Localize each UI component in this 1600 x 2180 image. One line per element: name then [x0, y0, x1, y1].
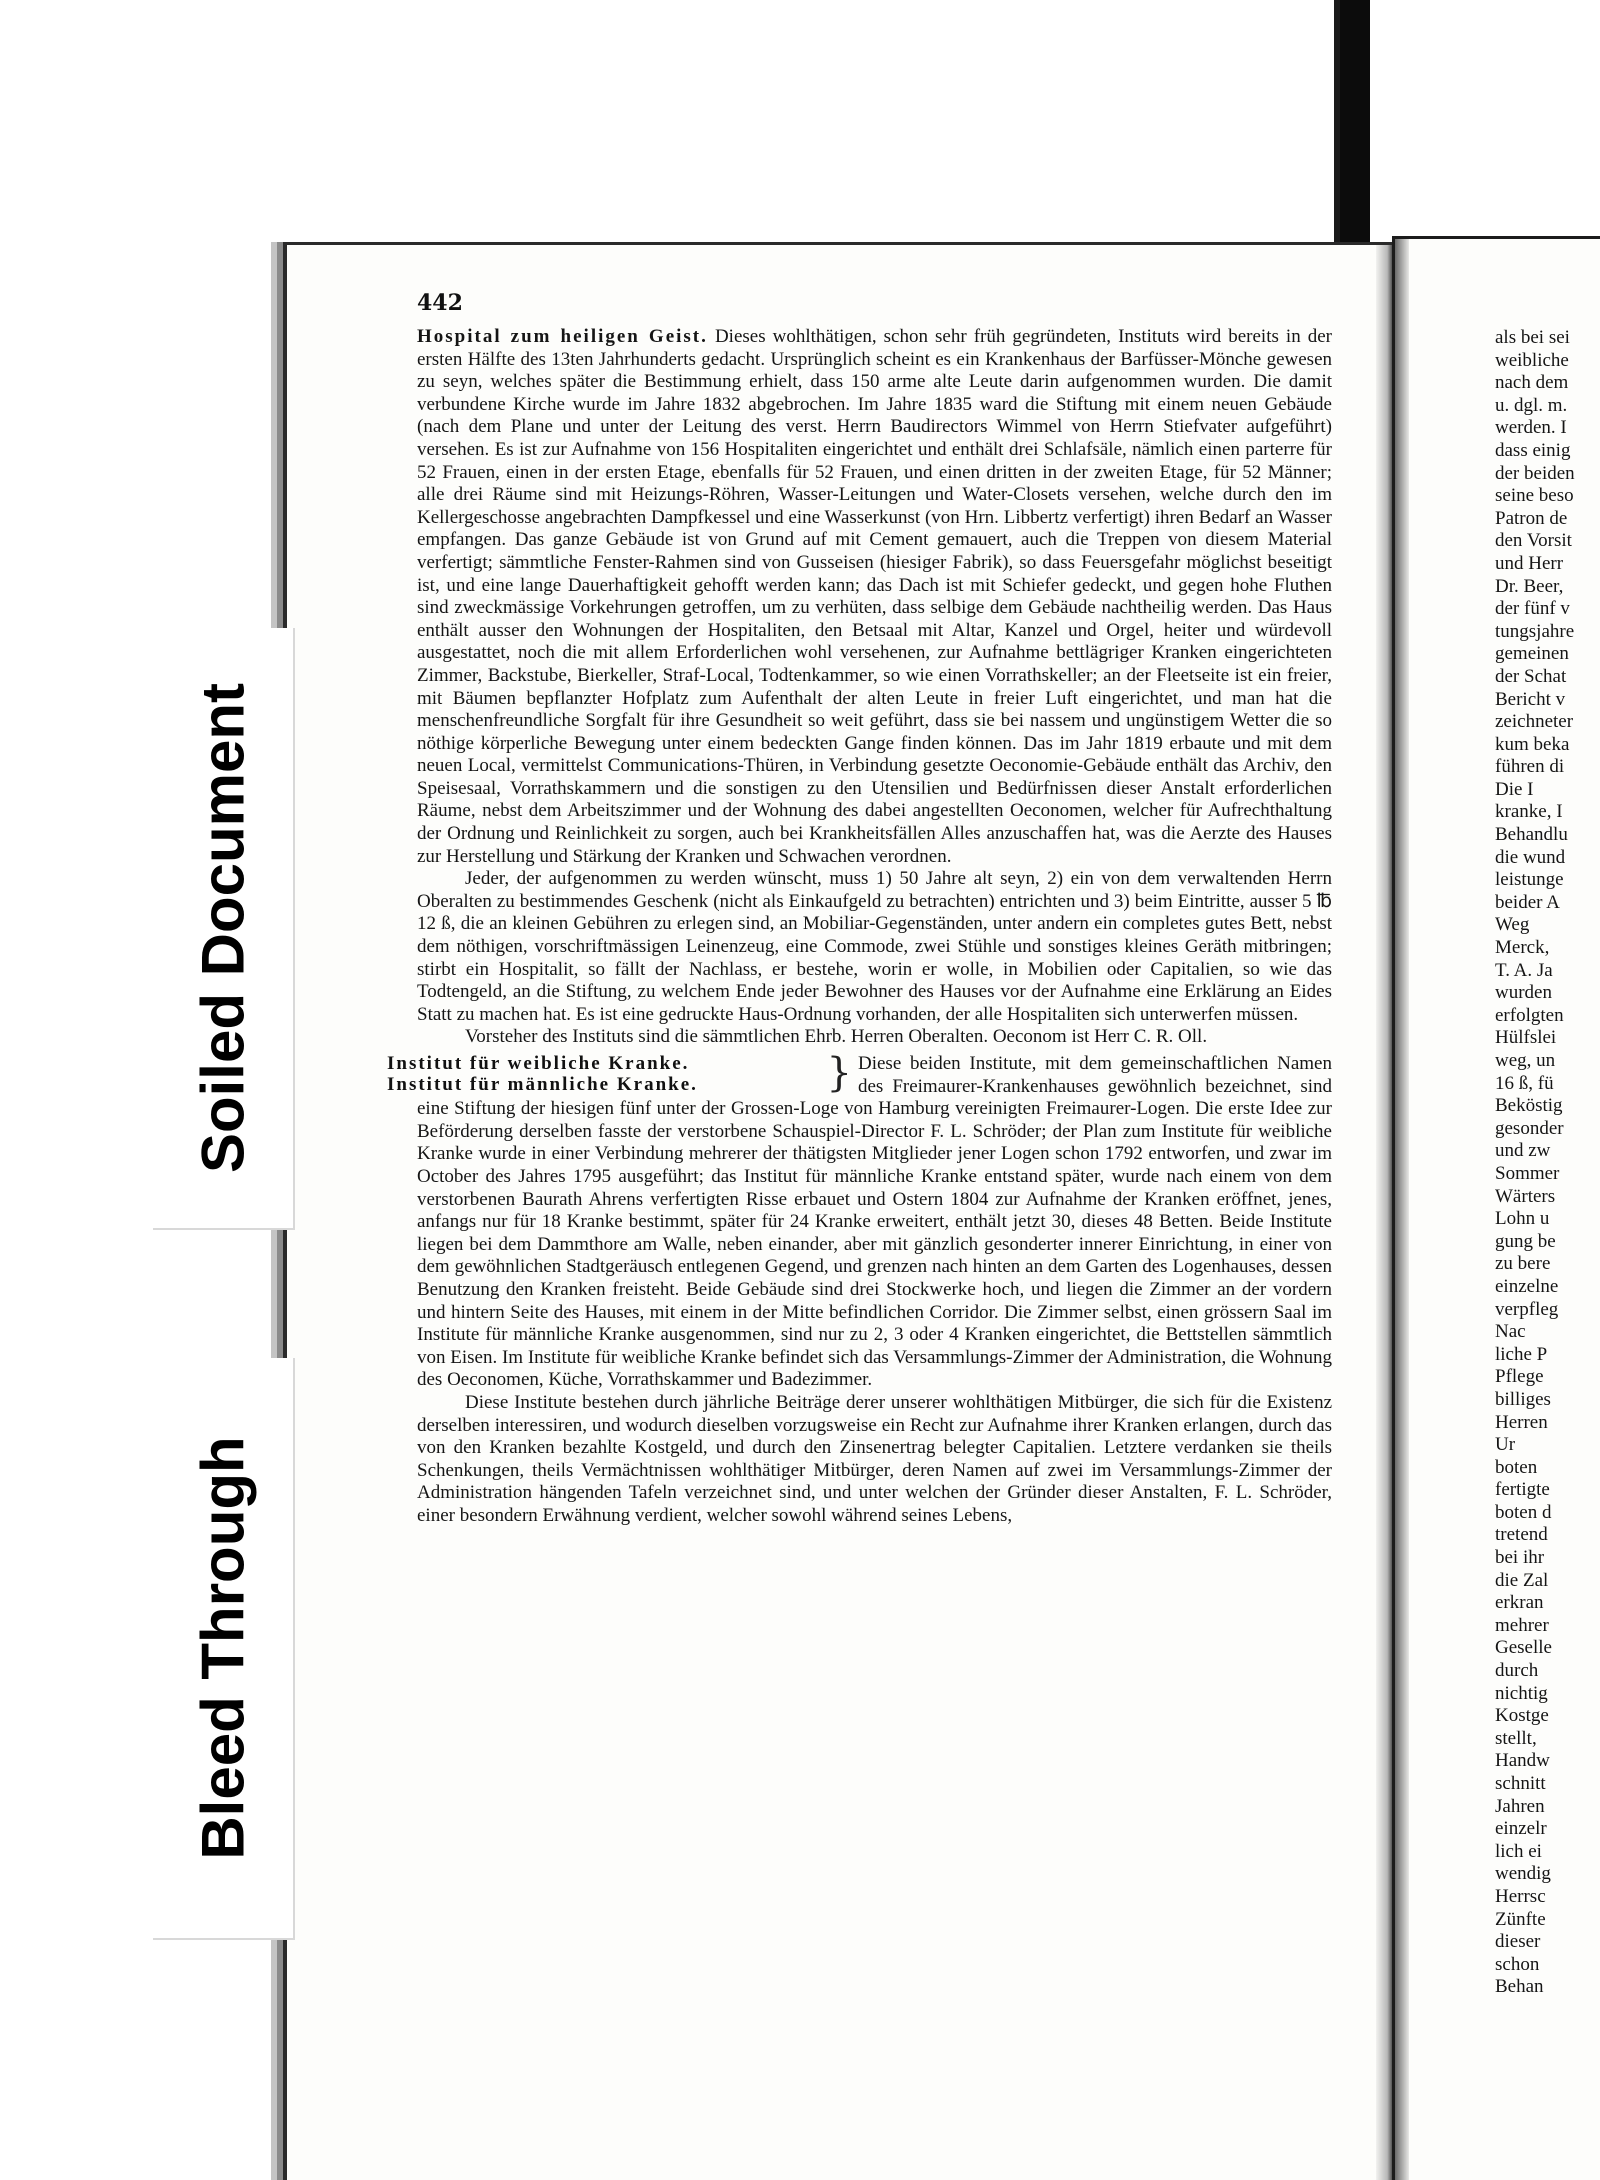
right-page-line: Wärters: [1495, 1185, 1556, 1207]
hospital-heading: Hospital zum heiligen Geist.: [417, 326, 708, 347]
institut-heading-weiblich: Institut für weibliche Kranke.: [387, 1053, 690, 1074]
right-page-line: boten d: [1495, 1501, 1552, 1523]
right-page-line: wendig: [1495, 1863, 1551, 1885]
right-page-line: Die I: [1495, 778, 1534, 800]
right-page-line: u. dgl. m.: [1495, 394, 1568, 416]
right-page-line: bei ihr: [1495, 1547, 1545, 1569]
right-page-line: zeichneter: [1495, 711, 1574, 733]
right-page-line: Patron de: [1495, 507, 1568, 529]
hospital-text-1: Dieses wohlthätigen, schon sehr früh gegründeten, Instituts wird bereits in der ersten Hälfte des 13ten Jahrhunderts gedacht. Ursprünglich scheint es ein Krankenhaus der Barfüsser-Mönche gewesen zu seyn, welches später die Bestimmung erhielt, dass 150 arme alte Leute darin aufgenommen wurden. Die damit verbundene Kirche wurde im Jahre 1832 abgebrochen. Im Jahre 1835 ward die Stiftung mit einem neuen Gebäude (nach dem Plane und unter der Leitung des verst. Herrn Baudirectors Wimmel von Herrn Stiefvater aufgeführt) versehen. Es ist zur Aufnahme von 156 Hospitaliten eingerichtet und enthält drei Schlafsäle, nämlich einen parterre für 52 Frauen, einen in der ersten Etage, ebenfalls für 52 Frauen, und einen dritten in der zweiten Etage, für 52 Männer; alle drei Räume sind mit Heizungs-Röhren, Wasser-Leitungen und Water-Closets versehen, welche durch den im Kellergeschosse angebrachten Dampfkessel und eine Wasserkunst (von Hrn. Libbertz verfertigt) ihren Bedarf an Wasser empfangen. Das ganze Gebäude ist von Grund auf mit Cement gemauert, auch die Treppen von diesem Material verfertigt; sämmtliche Fenster-Rahmen sind von Gusseisen (hiesiger Fabrik), so dass Feuersgefahr möglichst beseitigt ist, und eine lange Dauerhaftigkeit gehofft werden kann; das Dach ist mit Schiefer gedeckt, und gegen hohe Fluthen sind zweckmässige Vorkehrungen getroffen, um zu verhüten, dass selbige dem Gebäude nachtheilig werden. Das Haus enthält ausser den Wohnungen der Hospitaliten, den Betsaal mit Altar, Kanzel und Orgel, heiter und würdevoll ausgestattet, noch die mit allem Erforderlichen wohl versehenen, zur Aufnahme bettlägriger Kranken eingerichteten Zimmer, Backstube, Bierkeller, Straf-Local, Todtenkammer, so wie einen Vorrathskeller; an der Fleetseite ist ein freier, mit Bäumen bepflanzter Hofplatz zum Aufenthalt der alten Leute in freier Luft eingerichtet, und man hat die menschenfreundliche Sorgfalt für ihre Gesundheit so weit geführt, dass sie bei nassem und ungünstigem Wetter die so nöthige körperliche Bewegung unter einem bedeckten Gange finden können. Das im Jahr 1819 erbaute und mit dem neuen Local, vermittelst Communications-Thüren, in Verbindung gesetzte Oeconomie-Gebäude enthält das Archiv, den Speisesaal, Vorrathskammern und die sonstigen zu den Utensilien und Bedürfnissen dieser Anstalt erforderlichen Räume, nebst dem Arbeitszimmer und der Wohnung des dabei angestellten Oeconomen, welcher für Aufrechthaltung der Ordnung und Reinlichkeit zu sorgen, auch bei Krankheitsfällen Alles anzuschaffen hat, was die Aerzte des Hauses zur Herstellung und Stärkung der Kranken und Schwachen verordnen.: [417, 326, 1333, 867]
right-page-line: einzelne: [1495, 1275, 1559, 1297]
right-page-line: dass einig: [1495, 439, 1571, 461]
page-content: [387, 290, 1333, 1527]
right-page-line: tretend: [1495, 1524, 1548, 1546]
right-page-line: kum beka: [1495, 733, 1570, 755]
hospital-paragraph-2: Jeder, der aufgenommen zu werden wünscht, muss 1) 50 Jahre alt seyn, 2) ein von dem verwaltenden Herrn Oberalten zu bestimmendes Geschenk (nicht als Einkaufgeld zu betrachten) entrichten und 3) beim Eintritte, ausser 5 ℔ 12 ß, die an kleinen Gebühren zu erlegen sind, an Mobiliar-Gegenständen, unter andern ein completes gutes Bett, nebst dem nöthigen, vorschriftmässigen Leinenzeug, eine Commode, zwei Stühle und sonstiges kleines Geräth mitbringen; stirbt ein Hospitalit, so fällt der Nachlass, er bestehe, worin er wolle, in Mobilien oder Capitalien, so wie das Todtengeld, an die Stiftung, zu welchem Ende jeder Bewohner des Hauses vor der Aufnahme eine Erklärung an Eides Statt zu machen hat. Es ist eine gedruckte Haus-Ordnung vorhanden, der alle Hospitaliten sich unterwerfen müssen.: [417, 868, 1332, 1025]
institut-entry: [387, 1050, 1332, 1527]
right-page-line: liche P: [1495, 1343, 1548, 1365]
right-page-line: tungsjahre: [1495, 620, 1575, 642]
right-page-line: als bei sei: [1495, 327, 1570, 348]
right-page-line: der fünf v: [1495, 598, 1570, 620]
right-page-line: fertigte: [1495, 1479, 1550, 1501]
right-page-line: Behan: [1495, 1976, 1544, 1998]
right-page-line: Dr. Beer,: [1495, 575, 1564, 597]
right-page-line: Weg: [1495, 914, 1530, 936]
institut-paragraph-1: Diese beiden Institute, mit dem gemeinschaftlichen Namen des Freimaurer-Krankenhauses gewöhnlich bezeichnet, sind eine Stiftung der hiesigen fünf unter der Grossen-Loge von Hamburg vereinigten Freimaurer-Logen. Die erste Idee zur Beförderung derselben fasste der verstorbene Schauspiel-Director F. L. Schröder; der Plan zum Institute für weibliche Kranke wurde in einer Verbindung mehrerer der thätigsten Mitglieder jener Logen schon 1792 entworfen, und zwar im October des Jahres 1795 ausgeführt; das Institut für männliche Kranke entstand später, wurde nach einem von dem verstorbenen Baurath Ahrens verfertigten Risse erbauet und Ostern 1804 zur Aufnahme der Kranken eröffnet, jenes, anfangs nur für 18 Kranke bestimmt, später für 24 Kranke erweitert, enthält jetzt 30, dieses 48 Betten. Beide Institute liegen bei dem Dammthore am Walle, neben einander, aber mit gänzlich gesonderter innerer Einrichtung, in einer von dem gewöhnlichen Stadtgeräusch entlegenen Gegend, und grenzen nach hinten an dem Garten des Logenhauses, dessen Benutzung den Kranken freisteht. Beide Gebäude sind drei Stockwerke hoch, und liegen die Zimmer an der vordern und hintern Seite des Hauses, mit einem in der Mitte befindlichen Corridor. Die Zimmer selbst, einen grössern Saal im Institute für männliche Kranke ausgenommen, sind nur zu 2, 3 oder 4 Kranken eingerichtet, die Bettstellen sämmtlich von Eisen. Im Institute für weibliche Kranke befindet sich das Versammlungs-Zimmer der Administration, die Wohnung des Oeconomen, Küche, Vorrathskammer und Badezimmer.: [417, 1053, 1332, 1391]
hospital-paragraph-3: Vorsteher des Instituts sind die sämmtlichen Ehrb. Herren Oberalten. Oeconom ist Herr C. R. Oll.: [465, 1026, 1208, 1048]
right-page-line: 16 ß, fü: [1495, 1072, 1554, 1094]
institut-paragraph-2: Diese Institute bestehen durch jährliche Beiträge derer unserer wohlthätigen Mitbürger, die sich für die Existenz derselben interessiren, und wodurch dieselben vorzugsweise ein Recht zur Aufnahme ihrer Kranken erlangen, durch das von den Kranken bezahlte Kostgeld, und durch den Zinsenertrag belegter Capitalien. Letztere verdanken sie theils Schenkungen, theils Vermächtnissen wohlthätiger Mitbürger, deren Namen auf zwei im Versammlungs-Zimmer der Administration hängenden Tafeln verzeichnet sind, und unter welchen der Gründer dieser Anstalten, F. L. Schröder, einer besondern Erwähnung verdient, welcher sowohl während seines Lebens,: [417, 1391, 1332, 1526]
right-page-line: gemeinen: [1495, 643, 1569, 665]
bleed-through-label: [153, 1358, 295, 1940]
right-page-line: billiges: [1495, 1388, 1551, 1410]
soiled-document-label: [153, 628, 295, 1230]
right-page-line: schon: [1495, 1953, 1540, 1975]
institut-heading-maennlich: Institut für männliche Kranke.: [387, 1074, 698, 1095]
hospital-paragraph-1: [417, 326, 1332, 868]
right-page-line: Bericht v: [1495, 688, 1566, 710]
right-page-line: Herrsc: [1495, 1885, 1546, 1907]
right-page-line: mehrer: [1495, 1614, 1549, 1636]
right-page-line: beider A: [1495, 891, 1560, 913]
right-page-line: den Vorsit: [1495, 530, 1572, 552]
right-page-line: T. A. Ja: [1495, 959, 1553, 981]
right-page-line: Merck,: [1495, 937, 1550, 959]
right-page-partial: [1392, 236, 1600, 2180]
right-page-line: werden. I: [1495, 417, 1567, 439]
right-page-line: Hülfslei: [1495, 1027, 1557, 1049]
right-page-line: seine beso: [1495, 485, 1574, 507]
right-page-line: nach dem: [1495, 372, 1569, 394]
right-page-line: und zw: [1495, 1140, 1551, 1162]
right-page-lines: [1495, 327, 1600, 1999]
right-page-line: dieser: [1495, 1931, 1541, 1953]
right-page-line: Sommer: [1495, 1162, 1560, 1184]
page-number: 442: [417, 290, 463, 316]
right-page-line: leistunge: [1495, 869, 1564, 891]
right-page-line: Lohn u: [1495, 1208, 1550, 1230]
right-page-line: Jahren: [1495, 1795, 1545, 1817]
right-page-line: schnitt: [1495, 1773, 1546, 1794]
right-page-line: lich ei: [1495, 1840, 1542, 1862]
right-page-line: die wund: [1495, 846, 1566, 868]
soiled-document-label-text: Soiled Document: [189, 682, 257, 1174]
right-page-line: verpfleg: [1495, 1298, 1559, 1320]
right-page-line: durch: [1495, 1660, 1539, 1682]
right-page-line: Herren: [1495, 1411, 1548, 1433]
right-page-line: der beiden: [1495, 462, 1575, 484]
page-gutter-shadow: [1376, 245, 1392, 2180]
left-page: [283, 242, 1392, 2180]
right-page-line: nichtig: [1495, 1682, 1548, 1704]
hospital-entry: [417, 326, 1332, 1049]
right-page-line: gung be: [1495, 1230, 1556, 1252]
right-page-line: wurden: [1495, 982, 1552, 1004]
right-page-line: boten: [1495, 1456, 1538, 1478]
bleed-through-label-text: Bleed Through: [189, 1436, 257, 1860]
institut-heading-block: [387, 1050, 852, 1096]
right-page-line: Zünfte: [1495, 1908, 1546, 1930]
right-page-line: zu bere: [1495, 1253, 1551, 1275]
right-page-line: gesonder: [1495, 1117, 1564, 1139]
right-page-line: weg, un: [1495, 1050, 1556, 1071]
right-page-line: erkran: [1495, 1592, 1544, 1614]
right-page-line: Beköstig: [1495, 1095, 1563, 1117]
right-page-line: stellt,: [1495, 1727, 1537, 1749]
right-page-line: Ur: [1495, 1434, 1516, 1456]
right-page-line: kranke, I: [1495, 801, 1563, 823]
right-page-line: Pflege: [1495, 1366, 1544, 1388]
right-page-line: Nac: [1495, 1321, 1526, 1343]
right-page-line: führen di: [1495, 756, 1565, 778]
right-page-line: weibliche: [1495, 349, 1569, 371]
right-page-line: und Herr: [1495, 552, 1564, 574]
right-page-line: Geselle: [1495, 1637, 1552, 1659]
brace-icon: }: [826, 1050, 852, 1096]
right-page-line: erfolgten: [1495, 1004, 1564, 1026]
right-page-line: der Schat: [1495, 665, 1567, 687]
right-page-line: Behandlu: [1495, 824, 1568, 846]
right-page-line: Handw: [1495, 1750, 1550, 1772]
right-page-line: die Zal: [1495, 1569, 1549, 1591]
right-page-line: einzelr: [1495, 1818, 1547, 1840]
right-page-line: Kostge: [1495, 1705, 1549, 1727]
